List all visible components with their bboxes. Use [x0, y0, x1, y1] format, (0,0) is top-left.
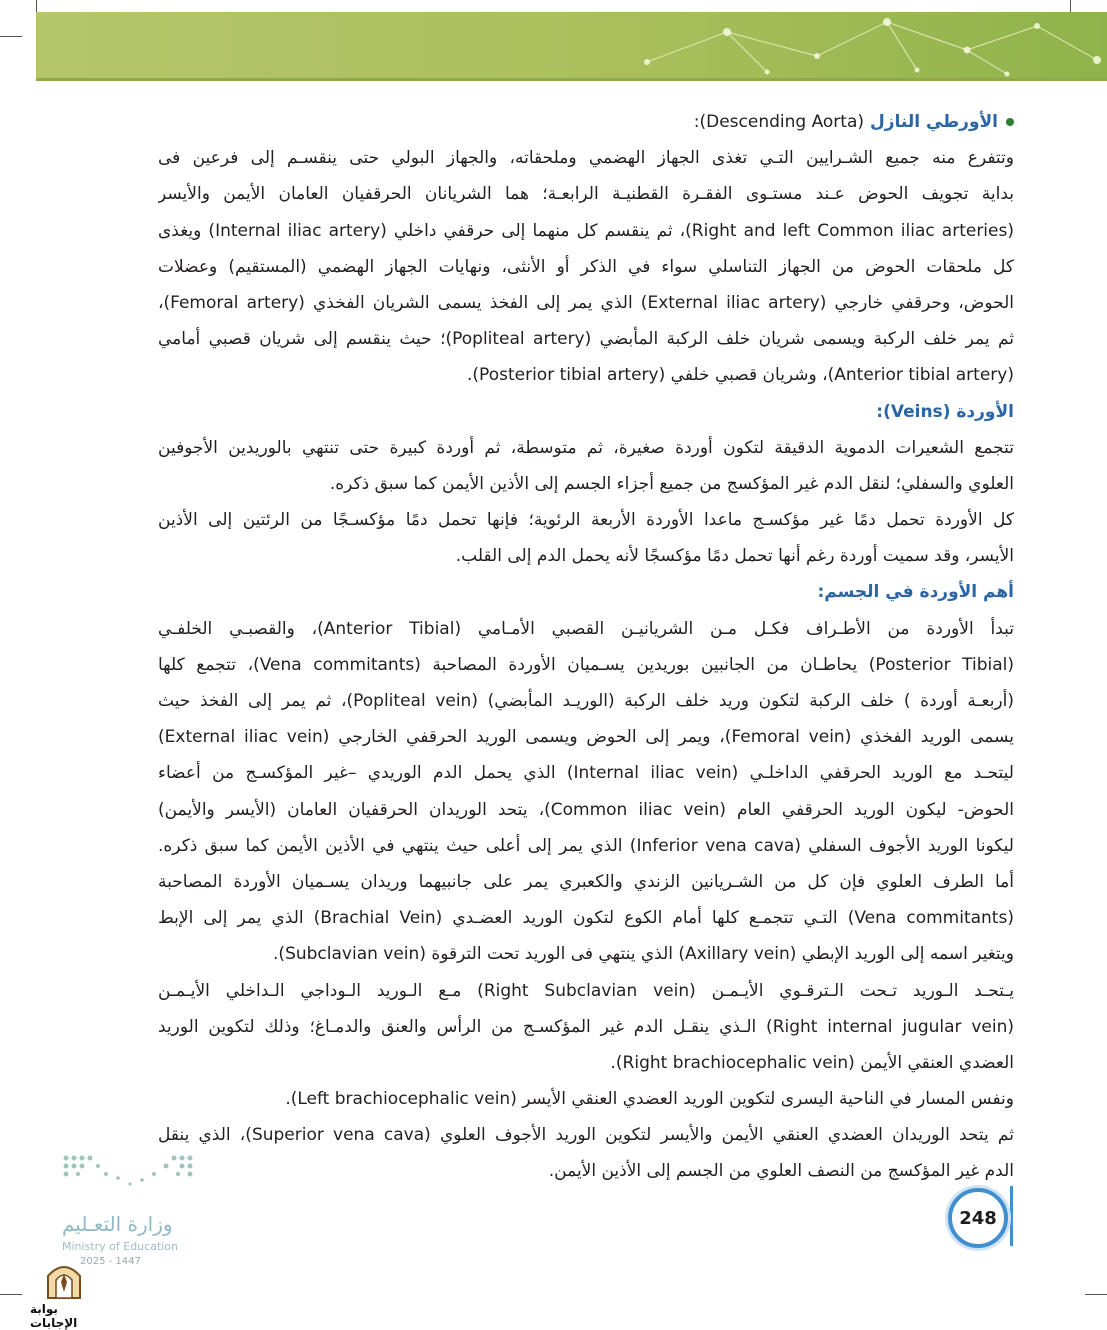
text-line: أما الطرف العلوي فإن كل من الشـريانين الزندي والكعبري يمر على جانبيهما وريدان يسـميان الأوردة المصاحبة: [158, 871, 1014, 892]
crop-mark: [0, 36, 22, 37]
page-body: [158, 104, 1014, 1190]
text-line: يـتحـد الـوريد تـحت الـترقـوي الأيـمـن (Right Subclavian vein) مـع الـوريد الـوداجي الـداخلي الأيـمـن: [158, 980, 1014, 1001]
text-line: كل الأوردة تحمل دمًا غير مؤكسـج ماعدا الأوردة الأربعة الرئوية؛ فإنها تحمل دمًا مؤكسـجًا من الرئتين إلى الأذين: [158, 510, 1014, 531]
gate-icon: [44, 1258, 84, 1300]
text-line: ليكونا الوريد الأجوف السفلي (Inferior vena cava) الذي يمر إلى أعلى حيث ينتهي في الأذين الأيمن كما سبق ذكره.: [158, 835, 1014, 856]
text-line: الدم غير المؤكسج من النصف العلوي من الجسم إلى الأذين الأيمن.: [548, 1161, 1014, 1182]
heading-text: الأوردة: [956, 401, 1014, 422]
section-heading-veins: [158, 394, 1014, 430]
text-line: (Vena commitants) التـي تتجمـع كلها أمام الكوع لتكون الوريد العضـدي (Brachial Vein) الذي يمر إلى الإبط: [158, 908, 1014, 929]
text-line: بداية تجويف الحوض عـند مستـوى الفقـرة القطنيـة الرابعـة؛ هما الشريانان الحرقفيان العامان الأيمن والأيسر: [158, 184, 1014, 205]
heading-english: (Veins):: [876, 401, 951, 422]
text-line: (Anterior tibial artery)، وشريان قصبي خلفي (Posterior tibial artery).: [467, 365, 1014, 386]
text-line: ونفس المسار في الناحية اليسرى لتكوين الوريد العضدي العنقي الأيسر (Left brachiocephalic vein).: [285, 1089, 1014, 1110]
text-line: كل ملحقات الحوض من الجهاز التناسلي سواء في الذكر أو الأنثى، ونهايات الجهاز الهضمي (المستقيم) وعضلات: [158, 256, 1014, 277]
text-line: ثم يتحد الوريدان العضدي العنقي الأيمن والأيسر لتكوين الوريد الأجوف العلوي (Superior vena cava)، الذي ينقل: [158, 1125, 1014, 1146]
text-line: ثم يمر خلف الركبة ويسمى شريان خلف الركبة المأبضي (Popliteal artery)؛ حيث ينقسم إلى شريان قصبي أمامي: [158, 329, 1014, 350]
text-line: الحوض- ليكون الوريد الحرقفي العام (Common iliac vein)، يتحد الوريدان الحرقفيان العامان (الأيسر والأيمن): [158, 799, 1014, 820]
ministry-logo: [58, 1150, 208, 1270]
text-line: ليتحـد مع الوريد الحرقفي الداخلـي (Internal iliac vein) الذي يحمل الدم الوريدي –غير المؤكسـج من أعضاء: [158, 763, 1014, 784]
text-line: (Right and left Common iliac arteries)، ثم ينقسم كل منهما إلى حرقفي داخلي (Internal iliac artery) ويغذى: [158, 220, 1014, 241]
ministry-arabic-name: وزارة التعـليم: [62, 1212, 173, 1236]
molecule-pattern-icon: [587, 12, 1107, 78]
text-line: وتتفرع منه جميع الشـرايين التـي تغذى الجهاز الهضمي وملحقاته، والجهاز البولي حتى ينقسـم إلى فرعين فى: [158, 148, 1014, 169]
text-line: تبدأ الأوردة من الأطـراف فكـل مـن الشريانيـن القصبي الأمـامي (Anterior Tibial)، والقصبـي الخلفـي: [158, 618, 1014, 639]
page-number-badge: 248: [948, 1188, 1008, 1248]
ministry-dots-icon: [58, 1150, 198, 1196]
text-line: الحوض، وحرقفي خارجي (External iliac artery) الذي يمر إلى الفخذ يسمى الشريان الفخذي (Femoral artery)،: [158, 292, 1014, 313]
page-number-rule: [1010, 1186, 1013, 1246]
ministry-year: 2025 - 1447: [80, 1256, 141, 1267]
text-line: ويتغير اسمه إلى الوريد الإبطي (Axillary vein) الذي ينتهي فى الوريد تحت الترقوة (Subclavian vein).: [273, 944, 1014, 965]
text-line: تتجمع الشعيرات الدموية الدقيقة لتكون أوردة صغيرة، ثم متوسطة، ثم أوردة كبيرة حتى تنتهي بالوريدين الأجوفين: [158, 437, 1014, 458]
header-banner: [36, 12, 1107, 81]
watermark-text: بوابة الإجابات: [30, 1302, 78, 1330]
heading-english: (Descending Aorta):: [693, 112, 865, 132]
ministry-english-name: Ministry of Education: [62, 1240, 179, 1253]
text-line: (Right internal jugular vein) الـذي ينقـل الدم غير المؤكسـج من الرأس والعنق والدمـاغ؛ وذلك لتكوين الوريد: [158, 1016, 1014, 1037]
section-heading-descending-aorta: [158, 104, 1014, 140]
text-line: يسمى الوريد الفخذي (Femoral vein)، ويمر إلى الحوض ويسمى الوريد الحرقفي الخارجي (External iliac vein): [158, 727, 1014, 748]
text-line: (Posterior Tibial) يحاطـان من الجانبين بوريدين يسـميان الأوردة المصاحبة (Vena commitants)، تتجمع كلها: [158, 654, 1014, 675]
crop-mark: [1085, 1294, 1107, 1295]
text-line: الأيسر، وقد سميت أوردة رغم أنها تحمل دمًا مؤكسجًا لأنه يحمل الدم إلى القلب.: [455, 546, 1014, 567]
heading-text: الأورطي النازل: [869, 112, 998, 132]
crop-mark: [0, 1294, 22, 1295]
section-heading-main-veins: أهم الأوردة في الجسم:: [817, 582, 1014, 603]
text-line: العلوي والسفلي؛ لنقل الدم غير المؤكسج من جميع أجزاء الجسم إلى الأذين الأيمن كما سبق ذكره.: [329, 473, 1014, 494]
text-line: العضدي العنقي الأيمن (Right brachiocephalic vein).: [610, 1052, 1014, 1073]
watermark-logo: [30, 1258, 100, 1330]
bullet-icon: [1006, 118, 1014, 126]
text-line: (أربعـة أوردة ) خلف الركبة لتكون وريد خلف الركبة (الوريـد المأبضي) (Popliteal vein)، ثم يمر إلى الفخذ حيث: [158, 691, 1014, 711]
